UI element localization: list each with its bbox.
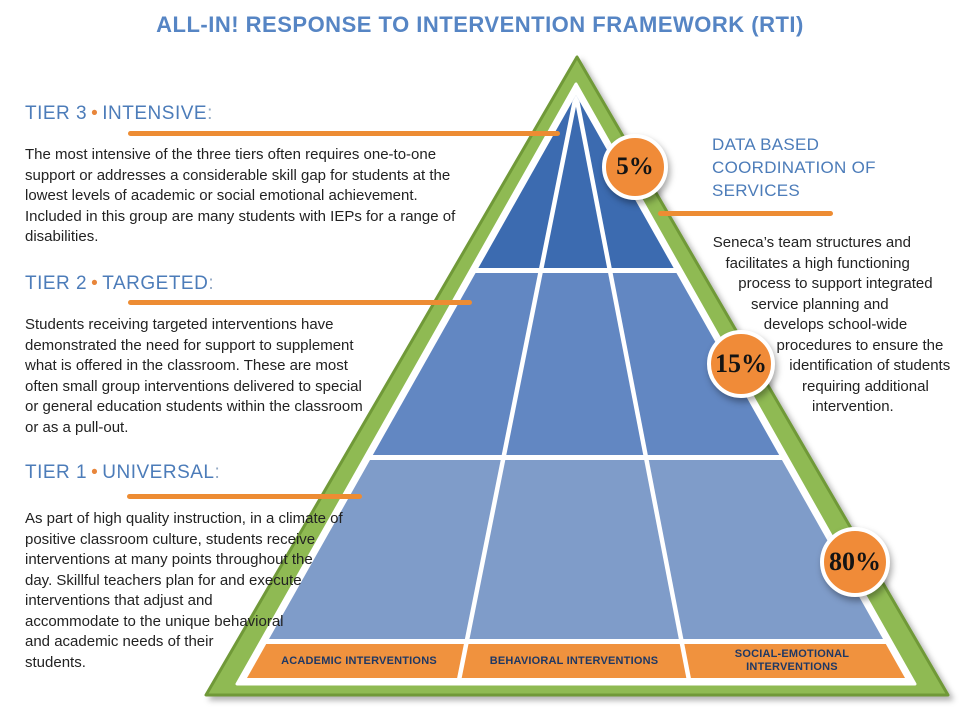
- tier2-category: TARGETED: [102, 273, 209, 294]
- tier1-colon: :: [214, 462, 221, 483]
- tier3-heading: [25, 103, 213, 125]
- tier3-label: TIER 3: [25, 103, 88, 124]
- coordination-connector-line: [658, 211, 833, 216]
- tier2-description: Students receiving targeted interventions have demonstrated the need for support to supplement what is offered in the classroom. These are most often small group interventions delivered to special or general education students within the classroom or as a pull-out.: [25, 316, 363, 436]
- tier3-category: INTENSIVE: [102, 103, 208, 124]
- tier3-colon: :: [207, 103, 213, 124]
- tier2-bullet: •: [91, 273, 99, 294]
- tier1-percent-badge: [820, 527, 890, 597]
- tier2-label: TIER 2: [25, 273, 88, 294]
- tier2-percent-badge: [707, 330, 775, 398]
- tier2-percent: 15%: [715, 349, 767, 378]
- coordination-description: Seneca’s team structures and facilitates a high functioning process to support integrated service planning and develops school-wide procedures to ensure the identification of students requiring additional intervention.: [712, 234, 951, 415]
- base-segment-social-emotional: SOCIAL-EMOTIONAL INTERVENTIONS: [734, 648, 850, 673]
- tier3-bullet: •: [91, 103, 99, 124]
- tier3-percent-badge: [602, 134, 668, 200]
- tier1-percent: 80%: [829, 547, 881, 576]
- tier3-description: The most intensive of the three tiers often requires one-to-one support or addresses a considerable skill gap for students at the lowest levels of academic or social emotional achievement. Included in this group are many students with IEPs for a range of disabilities.: [25, 146, 456, 245]
- tier2-connector-line: [128, 300, 472, 305]
- tier2-colon: :: [208, 273, 215, 294]
- tier1-description: As part of high quality instruction, in a climate of positive classroom culture, students receive interventions at many points throughout the day. Skillful teachers plan for and execute interventions that adjust and accommodate to the unique behavioral and academic needs of their students.: [25, 510, 343, 671]
- tier3-percent: 5%: [616, 153, 654, 180]
- tier1-bullet: •: [91, 462, 99, 483]
- tier1-category: UNIVERSAL: [102, 462, 215, 483]
- tier1-heading: [25, 462, 220, 484]
- base-segment-behavioral: BEHAVIORAL INTERVENTIONS: [489, 654, 659, 667]
- tier3-connector-line: [128, 131, 560, 136]
- tier1-label: TIER 1: [25, 462, 88, 483]
- coordination-heading: DATA BASED COORDINATION OF SERVICES: [712, 135, 876, 200]
- tier2-heading: [25, 273, 214, 295]
- page-title: ALL-IN! RESPONSE TO INTERVENTION FRAMEWORK (RTI): [156, 12, 804, 37]
- tier1-connector-line: [127, 494, 362, 499]
- base-segment-academic: ACADEMIC INTERVENTIONS: [281, 654, 437, 667]
